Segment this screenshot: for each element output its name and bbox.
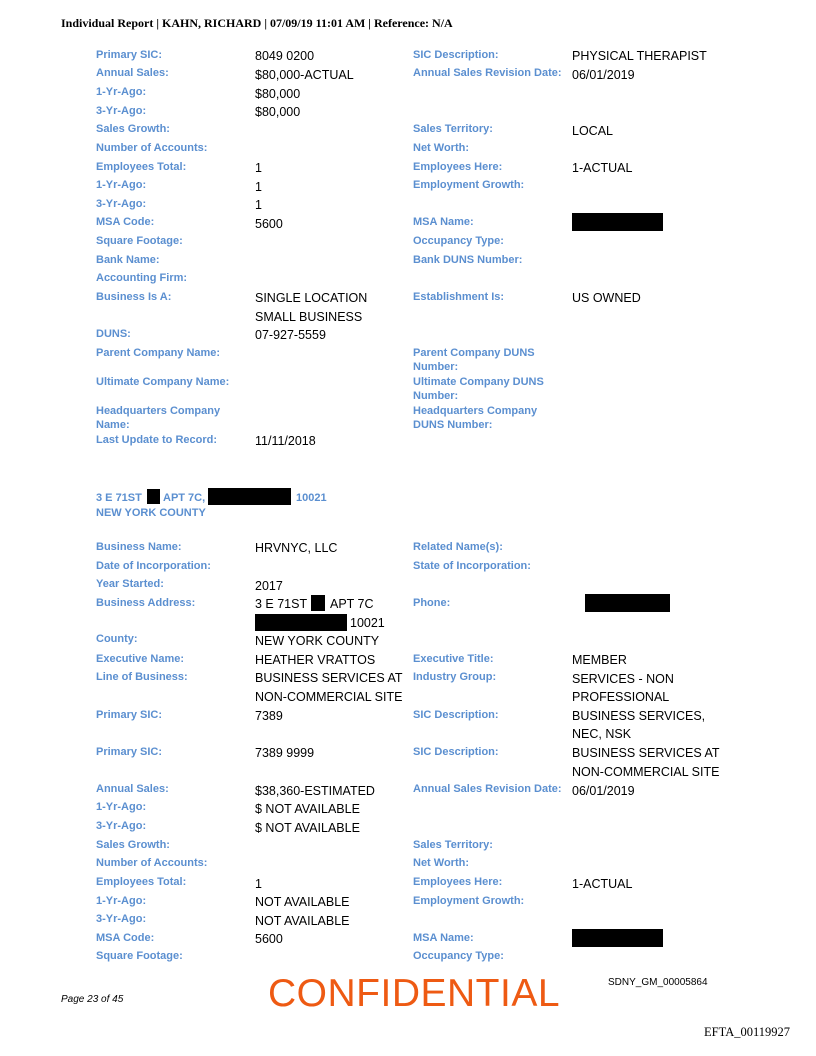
sales-1yr-label: 1-Yr-Ago: <box>96 86 147 98</box>
employees-1yr-label: 1-Yr-Ago: <box>96 179 147 191</box>
establishment-is-value: US OWNED <box>572 291 641 305</box>
phone-label: Phone: <box>413 597 451 609</box>
num-accounts-label: Number of Accounts: <box>96 857 208 869</box>
parent-company-duns-label-line1: Parent Company DUNS <box>413 347 535 359</box>
business-address-label: Business Address: <box>96 597 196 609</box>
sic-description-value-line2: NEC, NSK <box>572 727 632 741</box>
employees-1yr-value: 1 <box>255 180 262 194</box>
employees-3yr-value: 1 <box>255 198 262 212</box>
line-of-business-value-line2: NON-COMMERCIAL SITE <box>255 690 403 704</box>
hq-company-name-label-line2: Name: <box>96 419 130 431</box>
hq-company-name-label-line1: Headquarters Company <box>96 405 221 417</box>
business-address-redaction-2 <box>255 614 347 631</box>
industry-group-value-line2: PROFESSIONAL <box>572 690 670 704</box>
annual-sales-label: Annual Sales: <box>96 783 169 795</box>
sales-3yr-value: $ NOT AVAILABLE <box>255 821 360 835</box>
annual-sales-label: Annual Sales: <box>96 67 169 79</box>
employees-here-value: 1-ACTUAL <box>572 877 633 891</box>
sic-description-value: PHYSICAL THERAPIST <box>572 49 707 63</box>
employees-total-value: 1 <box>255 877 262 891</box>
num-accounts-label: Number of Accounts: <box>96 142 208 154</box>
employees-total-label: Employees Total: <box>96 876 187 888</box>
square-footage-label: Square Footage: <box>96 950 183 962</box>
parent-company-name-label: Parent Company Name: <box>96 347 221 359</box>
primary-sic-label: Primary SIC: <box>96 49 163 61</box>
annual-sales-value: $80,000-ACTUAL <box>255 68 354 82</box>
employees-here-value: 1-ACTUAL <box>572 161 633 175</box>
sic-description-label: SIC Description: <box>413 709 499 721</box>
sales-1yr-label: 1-Yr-Ago: <box>96 801 147 813</box>
bates-number: SDNY_GM_00005864 <box>608 977 708 988</box>
sic-description-value-line1: BUSINESS SERVICES, <box>572 709 706 723</box>
net-worth-label: Net Worth: <box>413 857 470 869</box>
business-name-value: HRVNYC, LLC <box>255 541 338 555</box>
duns-value: 07-927-5559 <box>255 328 326 342</box>
occupancy-type-label: Occupancy Type: <box>413 950 504 962</box>
employees-3yr-label: 3-Yr-Ago: <box>96 913 147 925</box>
sales-1yr-value: $80,000 <box>255 87 301 101</box>
business-is-value-line1: SINGLE LOCATION <box>255 291 368 305</box>
primary-sic-label: Primary SIC: <box>96 709 163 721</box>
employees-here-label: Employees Here: <box>413 161 503 173</box>
msa-name-label: MSA Name: <box>413 932 474 944</box>
address-zip: 10021 <box>296 492 327 504</box>
year-started-value: 2017 <box>255 579 283 593</box>
primary-sic-value: 7389 <box>255 709 283 723</box>
ultimate-company-duns-label-line1: Ultimate Company DUNS <box>413 376 544 388</box>
square-footage-label: Square Footage: <box>96 235 183 247</box>
industry-group-label: Industry Group: <box>413 671 497 683</box>
sales-3yr-value: $80,000 <box>255 105 301 119</box>
date-of-incorporation-label: Date of Incorporation: <box>96 560 211 572</box>
address-county: NEW YORK COUNTY <box>96 507 206 519</box>
line-of-business-value-line1: BUSINESS SERVICES AT <box>255 671 403 685</box>
ultimate-company-duns-label-line2: Number: <box>413 390 459 402</box>
employees-total-value: 1 <box>255 161 262 175</box>
msa-name-redaction <box>572 213 663 231</box>
parent-company-duns-label-line2: Number: <box>413 361 459 373</box>
county-label: County: <box>96 633 138 645</box>
hq-company-duns-label-line1: Headquarters Company <box>413 405 538 417</box>
establishment-is-label: Establishment Is: <box>413 291 505 303</box>
employees-here-label: Employees Here: <box>413 876 503 888</box>
employment-growth-label: Employment Growth: <box>413 179 525 191</box>
business-address-apt: APT 7C <box>330 597 374 611</box>
sales-growth-label: Sales Growth: <box>96 839 170 851</box>
county-value: NEW YORK COUNTY <box>255 634 380 648</box>
msa-code-label: MSA Code: <box>96 216 155 228</box>
report-header: Individual Report | KAHN, RICHARD | 07/09/19 11:01 AM | Reference: N/A <box>61 16 453 30</box>
business-address-street: 3 E 71ST <box>255 597 308 611</box>
year-started-label: Year Started: <box>96 578 164 590</box>
sic-description-label-2: SIC Description: <box>413 746 499 758</box>
business-address-zip: 10021 <box>350 616 385 630</box>
employees-total-label: Employees Total: <box>96 161 187 173</box>
bank-name-label: Bank Name: <box>96 254 160 266</box>
primary-sic-value-2: 7389 9999 <box>255 746 315 760</box>
msa-name-redaction <box>572 929 663 947</box>
annual-sales-revision-date-value: 06/01/2019 <box>572 68 635 82</box>
annual-sales-revision-date-label: Annual Sales Revision Date: <box>413 67 562 79</box>
sales-1yr-value: $ NOT AVAILABLE <box>255 802 360 816</box>
sales-territory-label: Sales Territory: <box>413 839 493 851</box>
confidential-stamp: CONFIDENTIAL <box>268 972 561 1015</box>
business-name-label: Business Name: <box>96 541 182 553</box>
line-of-business-label: Line of Business: <box>96 671 188 683</box>
sic-description-2-value-line1: BUSINESS SERVICES AT <box>572 746 720 760</box>
bank-duns-number-label: Bank DUNS Number: <box>413 254 523 266</box>
ultimate-company-name-label: Ultimate Company Name: <box>96 376 230 388</box>
phone-redaction <box>585 594 670 612</box>
page-number: Page 23 of 45 <box>61 994 124 1005</box>
sales-growth-label: Sales Growth: <box>96 123 170 135</box>
duns-label: DUNS: <box>96 328 131 340</box>
msa-code-value: 5600 <box>255 932 283 946</box>
hq-company-duns-label-line2: DUNS Number: <box>413 419 493 431</box>
accounting-firm-label: Accounting Firm: <box>96 272 188 284</box>
sales-territory-label: Sales Territory: <box>413 123 493 135</box>
msa-code-value: 5600 <box>255 217 283 231</box>
employees-3yr-label: 3-Yr-Ago: <box>96 198 147 210</box>
sales-territory-value: LOCAL <box>572 124 613 138</box>
executive-name-label: Executive Name: <box>96 653 185 665</box>
sic-description-label: SIC Description: <box>413 49 499 61</box>
annual-sales-value: $38,360-ESTIMATED <box>255 784 375 798</box>
employees-1yr-value: NOT AVAILABLE <box>255 895 350 909</box>
primary-sic-value: 8049 0200 <box>255 49 315 63</box>
address-redaction-1 <box>147 489 160 504</box>
msa-name-label: MSA Name: <box>413 216 474 228</box>
executive-title-label: Executive Title: <box>413 653 494 665</box>
business-address-redaction-1 <box>311 595 325 611</box>
business-is-label: Business Is A: <box>96 291 172 303</box>
efta-number: EFTA_00119927 <box>704 1025 791 1039</box>
last-update-label: Last Update to Record: <box>96 434 218 446</box>
annual-sales-revision-date-value: 06/01/2019 <box>572 784 635 798</box>
executive-title-value: MEMBER <box>572 653 627 667</box>
business-is-value-line2: SMALL BUSINESS <box>255 310 363 324</box>
primary-sic-label-2: Primary SIC: <box>96 746 163 758</box>
employees-3yr-value: NOT AVAILABLE <box>255 914 350 928</box>
address-street: 3 E 71ST <box>96 492 142 504</box>
sic-description-2-value-line2: NON-COMMERCIAL SITE <box>572 765 720 779</box>
msa-code-label: MSA Code: <box>96 932 155 944</box>
related-names-label: Related Name(s): <box>413 541 503 553</box>
address-apt: APT 7C, <box>163 492 206 504</box>
industry-group-value-line1: SERVICES - NON <box>572 672 674 686</box>
employees-1yr-label: 1-Yr-Ago: <box>96 895 147 907</box>
annual-sales-revision-date-label: Annual Sales Revision Date: <box>413 783 562 795</box>
last-update-value: 11/11/2018 <box>255 434 316 448</box>
address-redaction-2 <box>208 488 291 505</box>
executive-name-value: HEATHER VRATTOS <box>255 653 376 667</box>
occupancy-type-label: Occupancy Type: <box>413 235 504 247</box>
sales-3yr-label: 3-Yr-Ago: <box>96 105 147 117</box>
state-of-incorporation-label: State of Incorporation: <box>413 560 531 572</box>
employment-growth-label: Employment Growth: <box>413 895 525 907</box>
net-worth-label: Net Worth: <box>413 142 470 154</box>
sales-3yr-label: 3-Yr-Ago: <box>96 820 147 832</box>
